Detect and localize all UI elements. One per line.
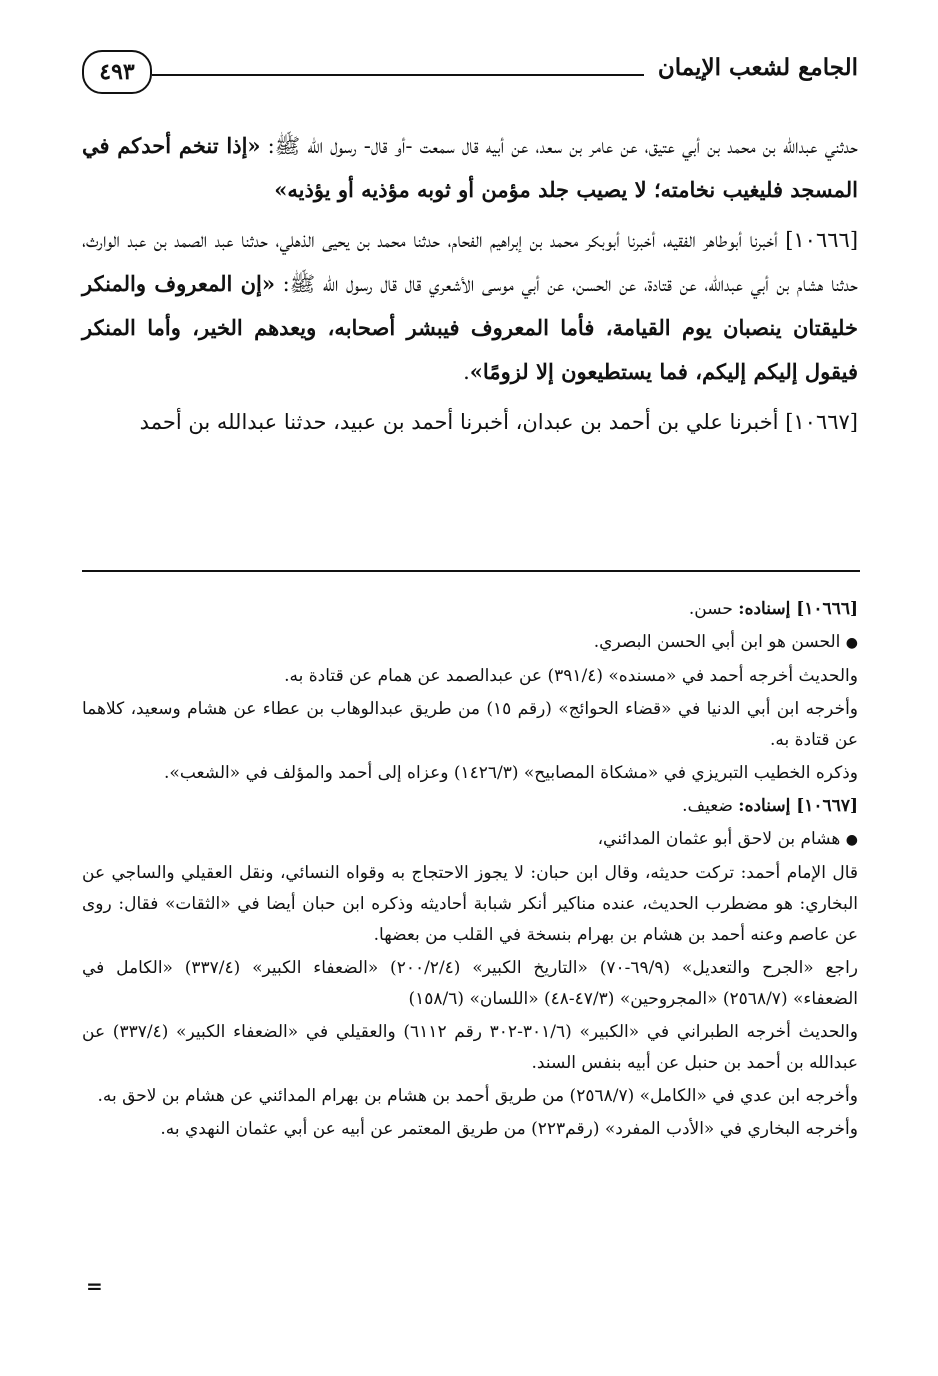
narration-text: أخبرنا أبوطاهر الفقيه، أخبرنا أبوبكر محمد بن إبراهيم الفحام، حدثنا محمد بن يحيى الذهلي، حدثنا عبد الصمد بن عبد الوارث، حدثنا هشام بن أبي عبدالله، عن قتادة، عن الحسن، عن أبي موسى الأشعري قال قال رسول الله ﷺ:: [82, 228, 858, 296]
footnote-line: [82, 824, 858, 856]
footnote-line: وأخرجه ابن أبي الدنيا في «قضاء الحوائج» (رقم ١٥) من طريق عبدالوهاب بن عطاء عن هشام وسعيد، كلاهما عن قتادة به.: [82, 699, 859, 750]
footnote-line: [82, 627, 858, 659]
bullet-icon: ●: [845, 832, 858, 848]
hadith-text: «إذا تنخم أحدكم في المسجد فليغيب نخامته؛ لا يصيب جلد مؤمن أو ثوبه مؤذيه أو يؤذيه»: [82, 133, 858, 202]
footnote-heading: [82, 791, 858, 822]
page-header: [82, 50, 858, 102]
footnote-line: والحديث أخرجه أحمد في «مسنده» (٣٩١/٤) عن عبدالصمد عن همام عن قتادة به.: [284, 666, 858, 686]
footnotes: [82, 594, 858, 1147]
continuation-mark: =: [86, 1274, 103, 1298]
narration-text: أخبرنا علي بن أحمد بن عبدان، أخبرنا أحمد بن عبيد، حدثنا عبدالله بن أحمد: [139, 410, 786, 434]
bullet-icon: ●: [845, 635, 858, 651]
narration-text: حدثني عبدالله بن محمد بن أبي عتيق، عن عامر بن سعد، عن أبيه قال سمعت -أو قال- رسول الله ﷺ:: [260, 134, 858, 158]
hadith-text: «إن المعروف والمنكر خليقتان ينصبان يوم القيامة، فأما المعروف فيبشر أصحابه، ويعدهم الخير، وأما المنكر فيقول إليكم إليكم، فما يستطيعون إلا لزومًا»: [82, 271, 858, 384]
footnote-text: الحسن هو ابن أبي الحسن البصري.: [593, 632, 841, 652]
running-title: الجامع لشعب الإيمان: [657, 54, 858, 81]
footnote-line: والحديث أخرجه الطبراني في «الكبير» (٣٠١/٦-٣٠٢ رقم ٦١١٢) والعقيلي في «الضعفاء الكبير» (٣٣٧/٤) عن عبدالله بن أحمد بن حنبل عن أبيه بنفس السند.: [82, 1022, 858, 1073]
footnote-line: قال الإمام أحمد: تركت حديثه، وقال ابن حبان: لا يجوز الاحتجاج به وقواه النسائي، ونقل العقيلي والساجي عن البخاري: هو مضطرب الحديث، عنده مناكير أنكر شبابة أحاديثه وذكره ابن حبان أيضا في «الثقات» فقال: روى عن عاصم وعنه أحمد بن هشام بن بهرام بنسخة في القلب من بعضها.: [82, 863, 858, 945]
footnote-line: وأخرجه ابن عدي في «الكامل» (٢٥٦٨/٧) من طريق أحمد بن هشام بن بهرام المدائني عن هشام بن لاحق به.: [97, 1086, 858, 1106]
paragraph: [82, 400, 858, 444]
footnote-line: وأخرجه البخاري في «الأدب المفرد» (رقم٢٢٣) من طريق المعتمر عن أبيه عن أبي عثمان النهدي به.: [160, 1119, 858, 1139]
footnote-line: وذكره الخطيب التبريزي في «مشكاة المصابيح» (١٤٢٦/٣) وعزاه إلى أحمد والمؤلف في «الشعب».: [164, 763, 858, 783]
footnote-grade: حسن.: [688, 599, 739, 619]
footnote-heading: [82, 594, 858, 625]
sentence-end: .: [463, 360, 470, 384]
footnote-separator: [82, 570, 860, 572]
hadith-number: [١٠٦٦٦]: [785, 228, 859, 252]
footnote-label: [١٠٦٦٦] إسناده:: [738, 599, 858, 619]
footnote-label: [١٠٦٦٧] إسناده:: [738, 796, 858, 816]
page-number: ٤٩٣: [82, 50, 152, 94]
footnote-grade: ضعيف.: [682, 796, 739, 816]
hadith-number: [١٠٦٦٧]: [785, 410, 858, 434]
header-rule: [152, 74, 644, 76]
main-text: [82, 124, 858, 450]
footnote-text: هشام بن لاحق أبو عثمان المدائني،: [597, 829, 841, 849]
footnote-line: راجع «الجرح والتعديل» (٦٩/٩-٧٠) «التاريخ الكبير» (٢٠٠/٢/٤) «الضعفاء الكبير» (٣٣٧/٤) «الكامل في الضعفاء» (٢٥٦٨/٧) «المجروحين» (٤٧/٣-٤٨) «اللسان» (١٥٨/٦): [82, 958, 858, 1009]
paragraph: [82, 124, 858, 212]
paragraph: [82, 218, 858, 394]
